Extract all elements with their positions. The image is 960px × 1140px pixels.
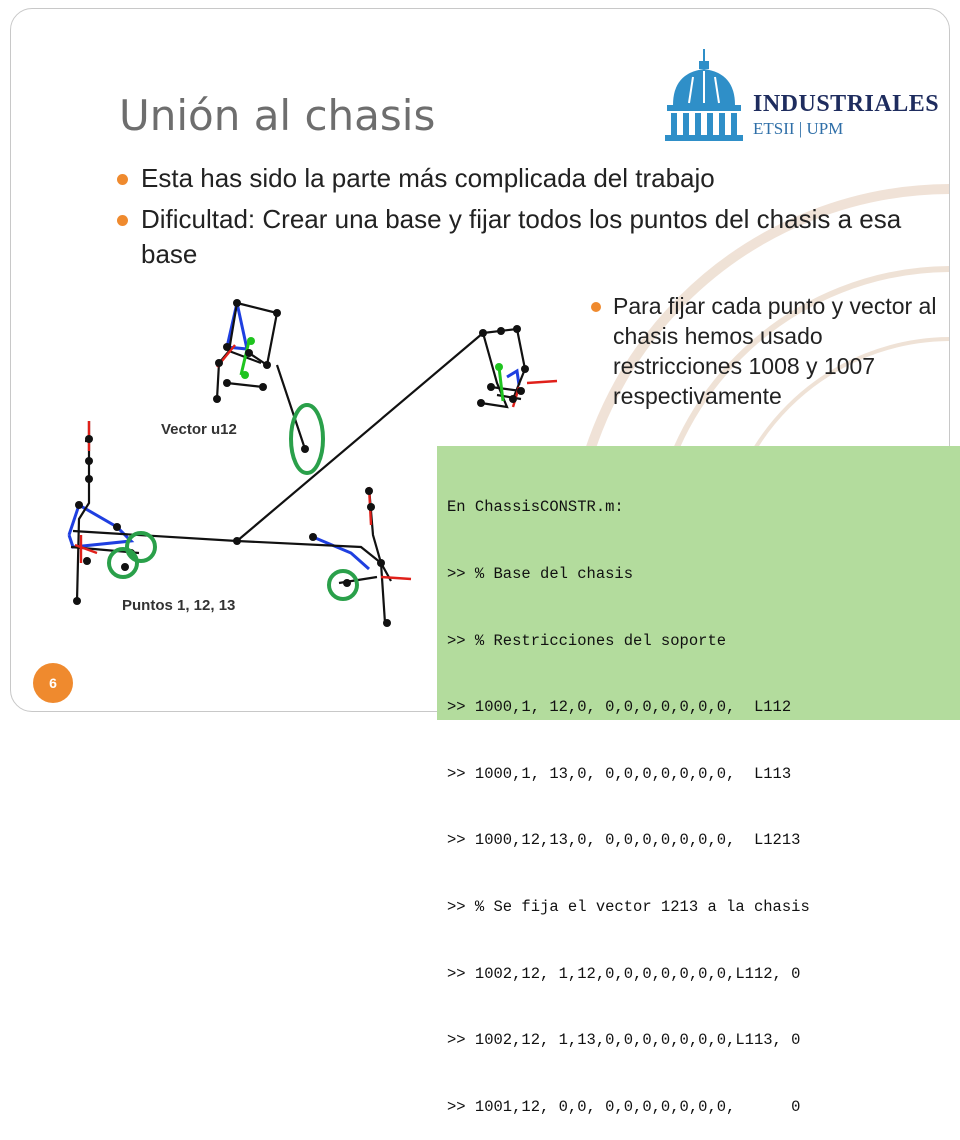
bullet-item: Dificultad: Crear una base y fijar todos los puntos del chasis a esa base bbox=[115, 202, 905, 272]
bullet-item: Esta has sido la parte más complicada del trabajo bbox=[115, 161, 905, 196]
logo-subtitle: ETSII | UPM bbox=[753, 119, 844, 138]
industriales-logo bbox=[659, 47, 940, 143]
code-line: >> % Base del chasis bbox=[447, 565, 634, 583]
code-block bbox=[437, 446, 960, 1116]
code-line: >> 1001,12, 0,0, 0,0,0,0,0,0,0, 0 bbox=[447, 1097, 801, 1116]
logo-title: INDUSTRIALES bbox=[753, 91, 940, 117]
page-number-badge: 6 bbox=[33, 663, 73, 703]
code-line: >> % Restricciones del soporte bbox=[447, 631, 727, 650]
points-label: Puntos 1, 12, 13 bbox=[122, 597, 236, 614]
code-line: >> 1000,1, 12,0, 0,0,0,0,0,0,0, L112 bbox=[447, 698, 792, 717]
main-bullet-list bbox=[115, 161, 905, 278]
code-line: En ChassisCONSTR.m: bbox=[447, 498, 624, 517]
side-bullet-item: Para fijar cada punto y vector al chasis hemos usado restricciones 1008 y 1007 respectivamente bbox=[589, 291, 949, 411]
code-line: >> 1000,12,13,0, 0,0,0,0,0,0,0, L1213 bbox=[447, 831, 801, 850]
code-line: >> 1002,12, 1,12,0,0,0,0,0,0,0,L112, 0 bbox=[447, 964, 801, 983]
code-line: >> 1000,1, 13,0, 0,0,0,0,0,0,0, L113 bbox=[447, 764, 792, 783]
code-line: >> 1002,12, 1,13,0,0,0,0,0,0,0,L113, 0 bbox=[447, 1031, 801, 1050]
dome-logo-icon bbox=[659, 47, 749, 143]
slide-title: Unión al chasis bbox=[119, 91, 436, 140]
vector-label: Vector u12 bbox=[161, 421, 237, 438]
side-bullet-list bbox=[589, 291, 949, 411]
code-line: >> % Se fija el vector 1213 a la chasis bbox=[447, 897, 810, 916]
